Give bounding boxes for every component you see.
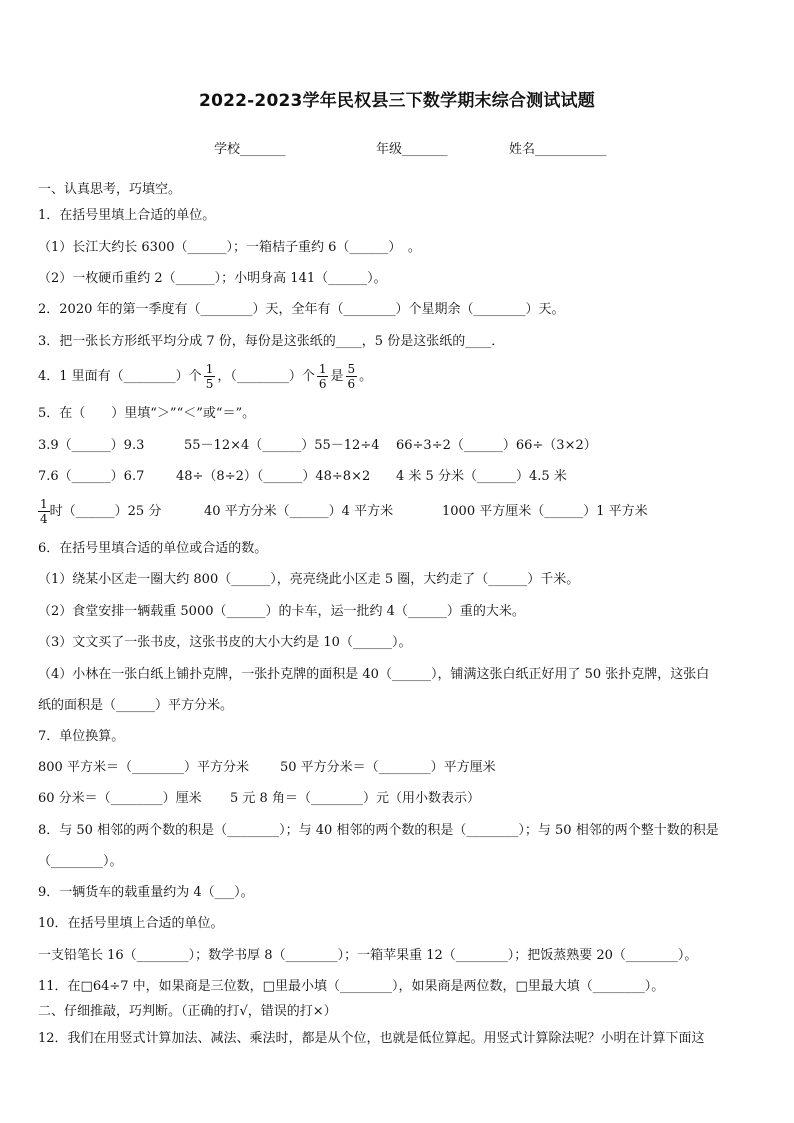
question-2: 2．2020 年的第一季度有（________）天，全年有（________）个星期余（________）天。 — [38, 302, 565, 317]
conversion-item: 50 平方分米＝（________）平方厘米 — [280, 760, 496, 775]
question-10-part-1: 一支铅笔长 16（________）；数学书厚 8（________）；一箱苹果重 12（________）；把饭蒸熟要 20（________）。 — [38, 948, 698, 963]
question-8-line-1: 8．与 50 相邻的两个数的积是（________）；与 40 相邻的两个数的积是（________）；与 50 相邻的两个整十数的积是 — [38, 823, 719, 838]
question-4-text-d: 。 — [359, 369, 373, 384]
conversion-item: 60 分米＝（________）厘米 — [38, 791, 202, 806]
compare-item: 7.6（______）6.7 — [38, 469, 145, 484]
fraction-one-sixth — [317, 362, 329, 391]
compare-item: 40 平方分米（______）4 平方米 — [204, 504, 394, 519]
question-6-part-3: （3）文文买了一张书皮，这张书皮的大小大约是 10（______）。 — [38, 635, 412, 650]
question-1: 1．在括号里填上合适的单位。 — [38, 208, 216, 223]
question-6-part-4-line-2: 纸的面积是（______）平方分米。 — [38, 698, 234, 713]
section-1-heading: 一、认真思考，巧填空。 — [38, 182, 182, 197]
fraction-one-quarter — [38, 497, 50, 526]
fraction-numerator: 1 — [40, 497, 48, 511]
question-3: 3．把一张长方形纸平均分成 7 份，每份是这张纸的____，5 份是这张纸的____． — [38, 334, 505, 349]
question-10: 10．在括号里填上合适的单位。 — [38, 916, 224, 931]
fraction-denominator: 4 — [40, 512, 48, 526]
question-6-part-1: （1）绕某小区走一圈大约 800（______），亮亮绕此小区走 5 圈，大约走了（______）千米。 — [38, 572, 580, 587]
question-5: 5．在（ ）里填“＞”“＜”或“＝”。 — [38, 406, 256, 421]
fraction-one-fifth — [204, 362, 216, 391]
question-4-text-b: ，（________）个 — [217, 369, 315, 384]
fraction-denominator: 6 — [347, 377, 356, 391]
fraction-five-sixths — [346, 362, 358, 391]
compare-item: 1000 平方厘米（______）1 平方米 — [442, 504, 648, 519]
compare-item: $\frac{1}{4}$ 时（______）25 分 — [40, 497, 162, 526]
question-6: 6．在括号里填合适的单位或合适的数。 — [38, 541, 268, 556]
question-8-line-2: （________）。 — [38, 854, 123, 869]
question-4-text-c: 是 — [330, 369, 344, 384]
question-5-row-3 — [38, 492, 758, 532]
question-12: 12．我们在用竖式计算加法、减法、乘法时，都是从个位，也就是低位算起。用竖式计算除法呢？小明在计算下面这 — [38, 1031, 705, 1046]
question-7-row-2 — [38, 790, 758, 808]
question-5-row-2 — [38, 468, 758, 486]
question-6-part-2: （2）食堂安排一辆载重 5000（______）的卡车，运一批约 4（______）重的大米。 — [38, 604, 525, 619]
question-4 — [38, 360, 372, 394]
page-title: 2022-2023学年民权县三下数学期末综合测试试题 — [199, 91, 595, 111]
student-info-row — [0, 141, 794, 159]
question-6-part-4-line-1: （4）小林在一张白纸上铺扑克牌，一张扑克牌的面积是 40（______），铺满这张白纸正好用了 50 张扑克牌，这张白 — [38, 667, 710, 682]
fraction-denominator: 5 — [205, 377, 214, 391]
compare-item: 55－12×4（______）55－12÷4 — [184, 438, 380, 453]
question-11: 11．在□64÷7 中，如果商是三位数，□里最小填（________），如果商是两位数，□里最大填（________）。 — [38, 979, 665, 994]
school-field: 学校_______ — [214, 142, 286, 157]
question-1-part-2: （2）一枚硬币重约 2（______）；小明身高 141（______）。 — [38, 271, 387, 286]
fraction-numerator: 1 — [205, 362, 214, 376]
question-7: 7．单位换算。 — [38, 729, 125, 744]
fraction-numerator: 5 — [347, 362, 356, 376]
question-5-row-1 — [38, 437, 758, 455]
compare-item: 3.9（______）9.3 — [38, 438, 145, 453]
conversion-item: 800 平方米＝（________）平方分米 — [38, 760, 249, 775]
question-9: 9．一辆货车的载重量约为 4（___）。 — [38, 885, 254, 900]
question-7-row-1 — [38, 759, 758, 777]
compare-item: 66÷3÷2（______）66÷（3×2） — [396, 438, 597, 453]
grade-field: 年级_______ — [376, 142, 448, 157]
question-1-part-1: （1）长江大约长 6300（______）；一箱桔子重约 6（______） 。 — [38, 240, 421, 255]
compare-item: 4 米 5 分米（______）4.5 米 — [396, 469, 567, 484]
compare-item: 48÷（8÷2）（______）48÷8×2 — [176, 469, 371, 484]
fraction-denominator: 6 — [318, 377, 327, 391]
section-2-heading: 二、仔细推敲，巧判断。（正确的打√，错误的打×） — [38, 1004, 337, 1019]
question-4-text-a: 4．1 里面有（________）个 — [38, 369, 202, 384]
conversion-item: 5 元 8 角＝（________）元（用小数表示） — [230, 791, 480, 806]
fraction-numerator: 1 — [318, 362, 327, 376]
name-field: 姓名___________ — [509, 142, 607, 157]
